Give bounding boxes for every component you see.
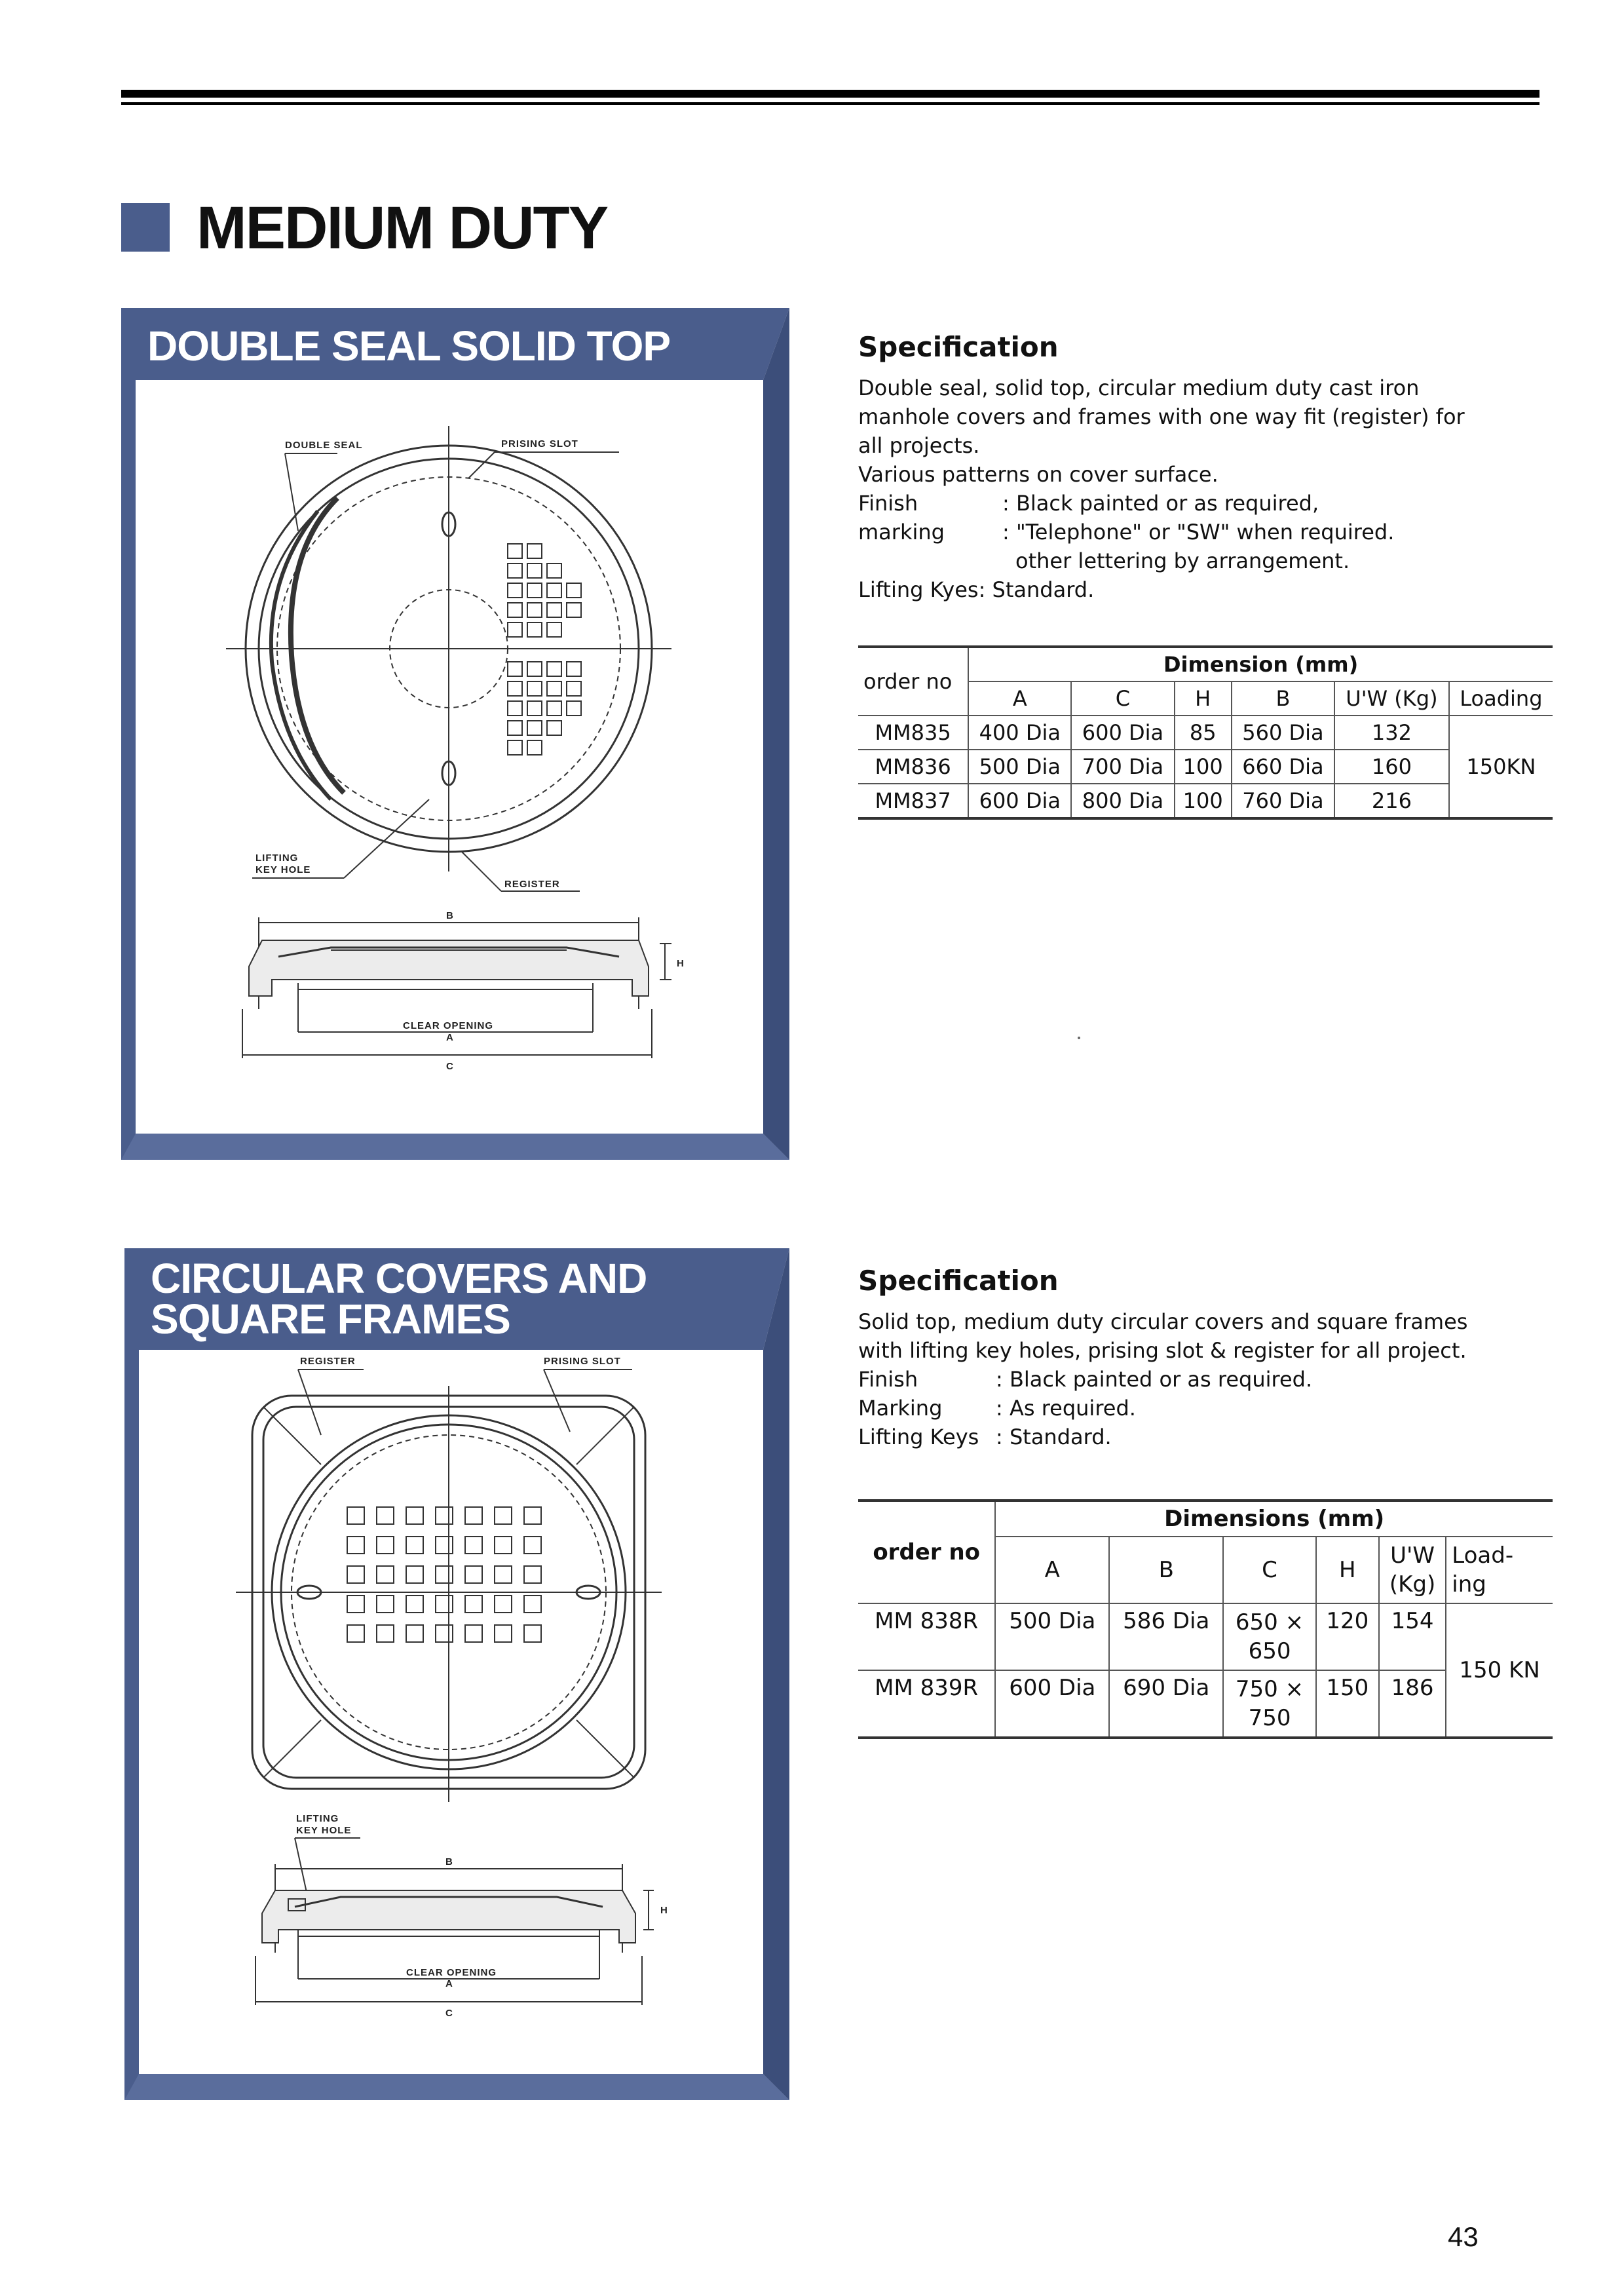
table-cell: 100 [1175, 784, 1232, 818]
spec-lifting-value: : Standard. [978, 577, 1095, 602]
table-group-header: Dimension (mm) [968, 647, 1553, 681]
manhole-plan-drawing [121, 380, 763, 1153]
header-rule-thin [121, 102, 1539, 105]
table-cell: 586 Dia [1109, 1603, 1223, 1670]
label-register: REGISTER [504, 879, 560, 890]
spec-marking-label: Marking [858, 1396, 943, 1421]
spec-finish-row [858, 489, 1553, 518]
label-lifting: LIFTING [296, 1813, 339, 1824]
table-cell: 100 [1175, 750, 1232, 784]
spec-marking-value: : "Telephone" or "SW" when required. [1002, 520, 1395, 545]
table-cell: 216 [1334, 784, 1449, 818]
label-a: A [445, 1978, 453, 1989]
spec-finish-value: : Black painted or as required, [1002, 491, 1319, 516]
table-cell: 600 Dia [995, 1670, 1109, 1738]
label-b: B [445, 1856, 453, 1867]
spec-finish-label: Finish [858, 1367, 918, 1392]
table-header: U'W (Kg) [1379, 1537, 1446, 1603]
specification-1 [858, 331, 1553, 604]
square-frame-plan-drawing [124, 1350, 763, 2074]
table-cell: 650 × 650 [1223, 1603, 1316, 1670]
table-row [858, 784, 1553, 818]
spec-desc-line: all projects. [858, 433, 980, 458]
table-cell: MM 839R [858, 1670, 995, 1738]
label-c: C [446, 1061, 454, 1072]
header-rule-thick [121, 90, 1539, 98]
table-cell: 186 [1379, 1670, 1446, 1738]
table-cell: 85 [1175, 716, 1232, 750]
panel-title-line-2: SQUARE FRAMES [151, 1295, 510, 1343]
label-clear-opening: CLEAR OPENING [406, 1967, 497, 1978]
label-a: A [446, 1032, 454, 1043]
speck [1078, 1037, 1080, 1039]
spec-finish-row [858, 1365, 1553, 1394]
spec-heading: Specification [858, 331, 1059, 363]
panel-double-seal [121, 308, 789, 1160]
spec-marking-label: marking [858, 520, 945, 545]
table-header: A [995, 1537, 1109, 1603]
table-header-order-no: order no [858, 647, 968, 716]
table-cell: 120 [1316, 1603, 1379, 1670]
spec-lifting-label: Lifting Keys [858, 1425, 979, 1449]
dimension-table-1 [858, 645, 1553, 820]
table-cell: 500 Dia [968, 750, 1071, 784]
spec-desc-line: Various patterns on cover surface. [858, 462, 1218, 487]
table-cell: MM835 [858, 716, 968, 750]
table-header: Loading [1460, 686, 1543, 711]
table-cell: 600 Dia [1071, 716, 1174, 750]
label-key-hole: KEY HOLE [255, 864, 311, 875]
table-cell: 760 Dia [1232, 784, 1334, 818]
table-cell: 600 Dia [968, 784, 1071, 818]
table-cell: MM 838R [858, 1603, 995, 1670]
table-cell: 750 × 750 [1223, 1670, 1316, 1738]
table-header: Load- ing [1452, 1542, 1514, 1598]
table-cell: 160 [1334, 750, 1449, 784]
table-cell: 154 [1379, 1603, 1446, 1670]
spec-lifting-value: : Standard. [996, 1425, 1112, 1449]
table-cell: 132 [1334, 716, 1449, 750]
table-cell: 150 [1316, 1670, 1379, 1738]
table-cell: 660 Dia [1232, 750, 1334, 784]
label-key-hole: KEY HOLE [296, 1825, 352, 1836]
panel-title: DOUBLE SEAL SOLID TOP [147, 322, 671, 370]
spec-finish-value: : Black painted or as required. [996, 1367, 1313, 1392]
label-clear-opening: CLEAR OPENING [403, 1020, 494, 1031]
table-row [858, 716, 1553, 750]
table-header: U'W (Kg) [1334, 681, 1449, 716]
spec-lifting-row [858, 575, 1553, 604]
spec-marking-value: : As required. [996, 1396, 1136, 1421]
spec-desc-line: with lifting key holes, prising slot & register for all project. [858, 1338, 1467, 1363]
table-loading-cell: 150KN [1466, 754, 1536, 779]
label-double-seal: DOUBLE SEAL [285, 440, 363, 451]
table-cell: 690 Dia [1109, 1670, 1223, 1738]
table-row [858, 1603, 1553, 1670]
spec-desc-line: Solid top, medium duty circular covers and square frames [858, 1309, 1468, 1334]
table-cell: MM837 [858, 784, 968, 818]
table-header: C [1071, 681, 1174, 716]
table-cell: 700 Dia [1071, 750, 1174, 784]
table-header: A [968, 681, 1071, 716]
spec-heading: Specification [858, 1265, 1059, 1297]
page-number: 43 [1448, 2221, 1479, 2252]
dimension-table-2 [858, 1499, 1553, 1739]
label-h: H [677, 958, 685, 969]
label-h: H [660, 1905, 668, 1916]
table-cell: 800 Dia [1071, 784, 1174, 818]
table-row [858, 750, 1553, 784]
panel-circular-covers [124, 1248, 789, 2100]
spec-finish-label: Finish [858, 491, 918, 516]
spec-desc-line: Double seal, solid top, circular medium duty cast iron [858, 375, 1420, 400]
title-marker-square [121, 203, 170, 252]
label-prising-slot: PRISING SLOT [544, 1356, 621, 1367]
table-header: H [1316, 1537, 1379, 1603]
table-loading-cell: 150 KN [1459, 1657, 1540, 1683]
table-header: H [1175, 681, 1232, 716]
label-b: B [446, 910, 454, 921]
spec-marking-row [858, 1394, 1553, 1423]
table-header: B [1109, 1537, 1223, 1603]
spec-lifting-label: Lifting Kyes [858, 577, 979, 602]
panel-title-line-1: CIRCULAR COVERS AND [151, 1255, 647, 1302]
label-prising-slot: PRISING SLOT [501, 438, 578, 450]
label-register: REGISTER [300, 1356, 356, 1367]
specification-2 [858, 1265, 1553, 1451]
label-lifting: LIFTING [255, 852, 299, 864]
label-c: C [445, 2008, 453, 2019]
spec-marking-row-2 [858, 546, 1553, 575]
table-cell: 560 Dia [1232, 716, 1334, 750]
spec-marking-row [858, 518, 1553, 546]
table-header-order-no: order no [858, 1501, 995, 1603]
spec-lifting-row [858, 1423, 1553, 1451]
spec-marking-value-2: other lettering by arrangement. [1015, 548, 1350, 573]
spec-desc-line: manhole covers and frames with one way fit (register) for [858, 404, 1465, 429]
page-title: MEDIUM DUTY [197, 195, 608, 261]
table-cell: 500 Dia [995, 1603, 1109, 1670]
table-group-header: Dimensions (mm) [995, 1501, 1553, 1537]
table-cell: 400 Dia [968, 716, 1071, 750]
table-header: C [1223, 1537, 1316, 1603]
table-cell: MM836 [858, 750, 968, 784]
table-header: B [1232, 681, 1334, 716]
